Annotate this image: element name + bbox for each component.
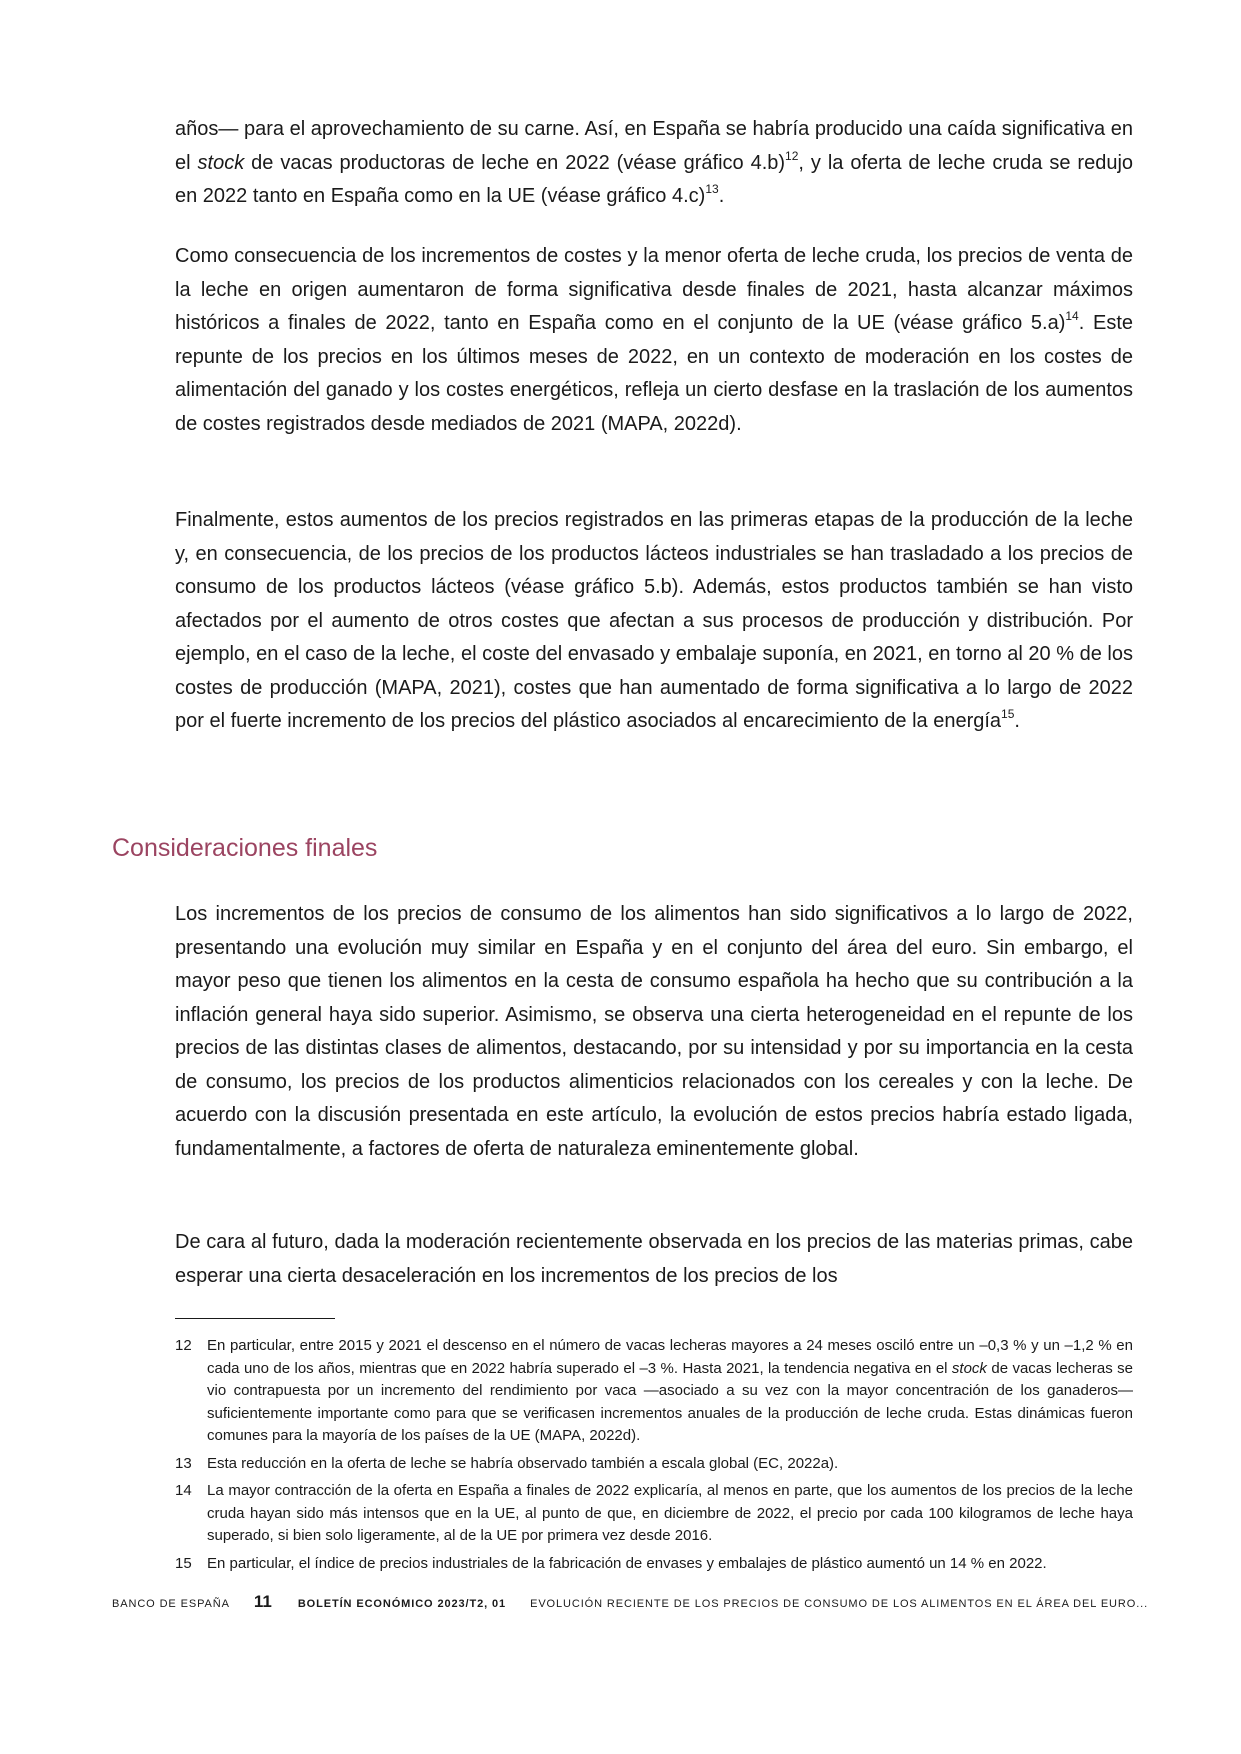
text-run: .: [718, 185, 725, 207]
footnote-ref-14[interactable]: 14: [1065, 309, 1079, 323]
footer-bulletin: BOLETÍN ECONÓMICO 2023/T2, 01: [297, 1598, 507, 1610]
footnote-13: [175, 1453, 1133, 1476]
footnote-ref-15[interactable]: 15: [1001, 707, 1015, 721]
footnote-number: 13: [175, 1454, 192, 1472]
footer-article-title: EVOLUCIÓN RECIENTE DE LOS PRECIOS DE CONSUMO DE LOS ALIMENTOS EN EL ÁREA DEL EURO...: [530, 1598, 1149, 1610]
footer-institution: BANCO DE ESPAÑA: [112, 1598, 230, 1610]
footnote-15: [175, 1553, 1133, 1576]
text-run: años— para el aprovechamiento de su carne. Así, en España se habría producido una caída significativa en el: [175, 118, 1133, 174]
footnote-14: [175, 1480, 1133, 1548]
body-paragraph-5: De cara al futuro, dada la moderación recientemente observada en los precios de las materias primas, cabe esperar una cierta desaceleración en los incrementos de los precios de los: [175, 1231, 1133, 1287]
text-run: , y la oferta de leche cruda se redujo en 2022 tanto en España como en la UE (véase gráfico 4.c): [175, 151, 1134, 207]
footnote-text: [207, 1335, 1133, 1448]
footnote-ref-12[interactable]: 12: [785, 148, 799, 163]
footnote-number: 14: [175, 1482, 192, 1499]
footnote-ref-13[interactable]: 13: [705, 182, 719, 196]
footnote-text: En particular, el índice de precios industriales de la fabricación de envases y embalajes de plástico aumentó un 14 % en 2022.: [207, 1554, 1047, 1572]
footnote-divider: [175, 1318, 335, 1319]
section-heading: Consideraciones finales: [112, 834, 378, 862]
body-paragraph-1: [175, 113, 1133, 214]
body-paragraph-4: Los incrementos de los precios de consumo de los alimentos han sido significativos a lo largo de 2022, presentando una evolución muy similar en España y en el conjunto del área del euro. Sin embargo, el mayor peso que tienen los alimentos en la cesta de consumo española ha hecho que su contribución a la inflación general haya sido superior. Asimismo, se observa una cierta heterogeneidad en el repunte de los precios de las distintas clases de alimentos, destacando, por su intensidad y por su importancia en la cesta de consumo, los precios de los productos alimenticios relacionados con los cereales y con la leche. De acuerdo con la discusión presentada en este artículo, la evolución de estos precios habría estado ligada, fundamentalmente, a factores de oferta de naturaleza eminentemente global.: [175, 903, 1133, 1160]
text-run: Como consecuencia de los incrementos de costes y la menor oferta de leche cruda, los precios de venta de la leche en origen aumentaron de forma significativa desde finales de 2021, hasta alcanzar máximos históricos a finales de 2022, tanto en España como en el conjunto de la UE (véase gráfico 5.a): [175, 245, 1133, 334]
text-run: .: [1014, 710, 1020, 732]
footnote-number: 15: [175, 1554, 192, 1572]
text-run: de vacas productoras de leche en 2022 (véase gráfico 4.b): [244, 151, 786, 174]
italic-text: stock: [951, 1359, 987, 1377]
body-paragraph-2: [175, 240, 1133, 441]
body-paragraph-3: [175, 504, 1133, 739]
page-footer: [112, 1592, 1149, 1612]
text-run: de vacas lecheras se vio contrapuesta por un incremento del rendimiento por vaca —asociado a su vez con la mayor concentración de los ganaderos—suficientemente importante como para que se verificasen incrementos anuales de la producción de leche cruda. Estas dinámicas fueron comunes para la mayoría de los países de la UE (MAPA, 2022d).: [207, 1359, 1134, 1444]
page-number: 11: [253, 1592, 272, 1611]
footnotes: [175, 1335, 1133, 1580]
footnote-12: [175, 1335, 1133, 1448]
text-run: Finalmente, estos aumentos de los precios registrados en las primeras etapas de la producción de la leche y, en consecuencia, de los precios de los productos lácteos industriales se han trasladado a los precios de consumo de los productos lácteos (véase gráfico 5.b). Además, estos productos también se han visto afectados por el aumento de otros costes que afectan a sus procesos de producción y distribución. Por ejemplo, en el caso de la leche, el coste del envasado y embalaje suponía, en 2021, en torno al 20 % de los costes de producción (MAPA, 2021), costes que han aumentado de forma significativa a lo largo de 2022 por el fuerte incremento de los precios del plástico asociados al encarecimiento de la energía: [175, 509, 1133, 732]
footnote-number: 12: [175, 1337, 192, 1354]
text-run: En particular, entre 2015 y 2021 el descenso en el número de vacas lecheras mayores a 24 meses osciló entre un –0,3 % y un –1,2 % en cada uno de los años, mientras que en 2022 habría superado el –3 %. Hasta 2021, la tendencia negativa en el: [207, 1337, 1133, 1377]
footnote-text: La mayor contracción de la oferta en España a finales de 2022 explicaría, al menos en parte, que los aumentos de los precios de la leche cruda hayan sido más intensos que en la UE, al punto de que, en diciembre de 2022, el precio por cada 100 kilogramos de leche haya superado, si bien solo ligeramente, al de la UE por primera vez desde 2016.: [207, 1482, 1133, 1544]
text-run: . Este repunte de los precios en los últimos meses de 2022, en un contexto de moderación en los costes de alimentación del ganado y los costes energéticos, refleja un cierto desfase en la traslación de los aumentos de costes registrados desde mediados de 2021 (MAPA, 2022d).: [175, 312, 1133, 435]
footnote-text: Esta reducción en la oferta de leche se habría observado también a escala global (EC, 2022a).: [207, 1454, 839, 1472]
italic-text: stock: [197, 151, 245, 174]
